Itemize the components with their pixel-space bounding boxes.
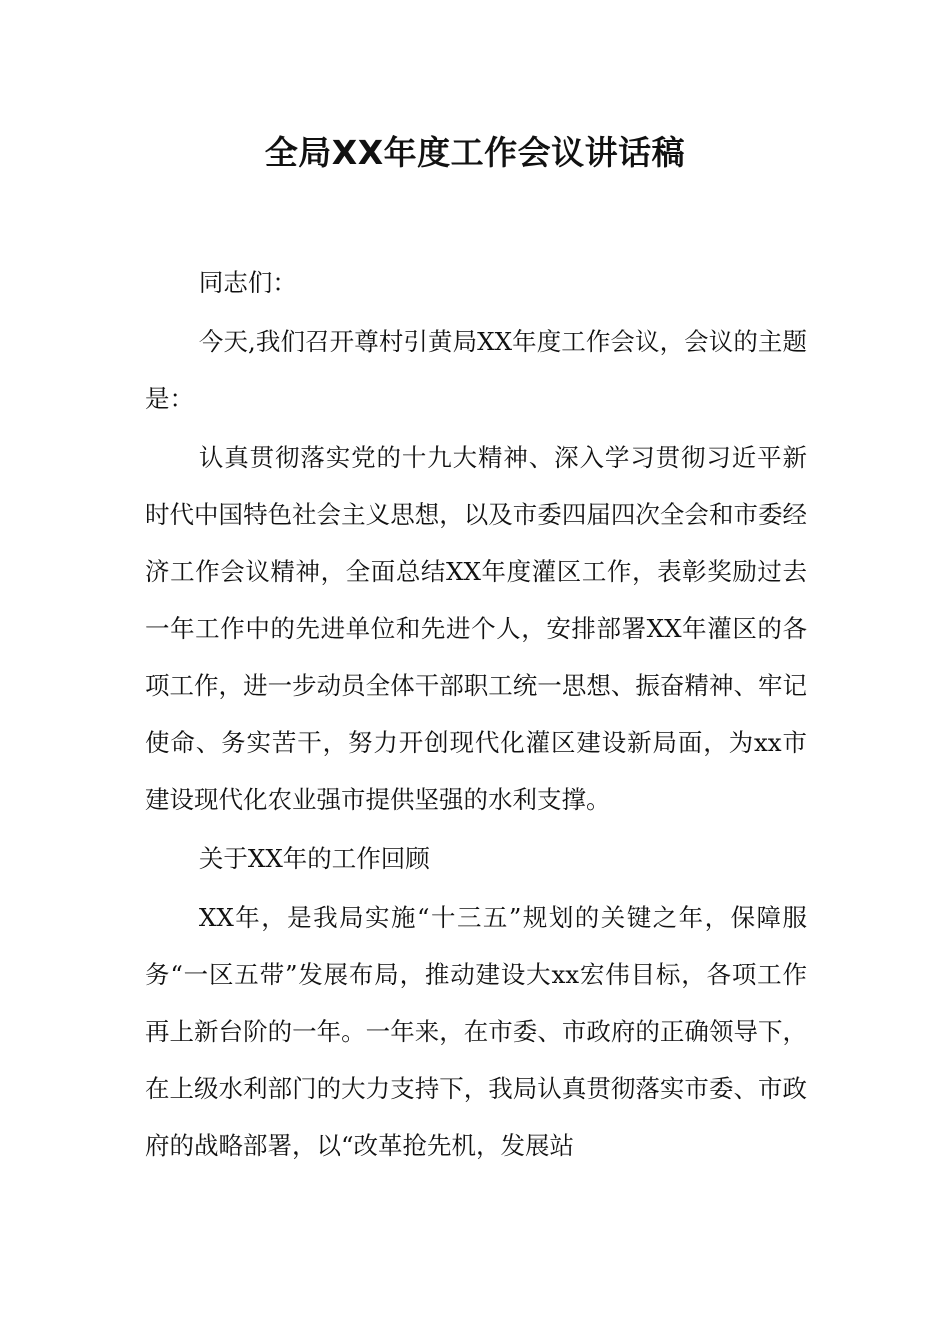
document-title: 全局XX年度工作会议讲话稿 xyxy=(264,133,686,172)
paragraph-section-heading: 关于XX年的工作回顾 xyxy=(198,844,430,873)
paragraph-theme-content: 认真贯彻落实党的十九大精神、深入学习贯彻习近平新时代中国特色社会主义思想，以及市委四届四次全会和市委经济工作会议精神，全面总结XX年度灌区工作，表彰奖励过去一年工作中的先进单位和先进个人，安排部署XX年灌区的各项工作，进一步动员全体干部职工统一思想、振奋精神、牢记使命、务实苦干，努力开创现代化灌区建设新局面，为xx市建设现代化农业强市提供坚强的水利支撑。 xyxy=(145,443,807,814)
document-body xyxy=(145,254,807,1176)
paragraph-meeting-theme: 今天,我们召开尊村引黄局XX年度工作会议，会议的主题是： xyxy=(145,327,807,413)
paragraph-salutation: 同志们： xyxy=(198,268,297,297)
paragraph-work-review: XX年，是我局实施“十三五”规划的关键之年，保障服务“一区五带”发展布局，推动建设大xx宏伟目标，各项工作再上新台阶的一年。一年来，在市委、市政府的正确领导下，在上级水利部门的大力支持下，我局认真贯彻落实市委、市政府的战略部署，以“改革抢先机，发展站 xyxy=(145,903,807,1160)
